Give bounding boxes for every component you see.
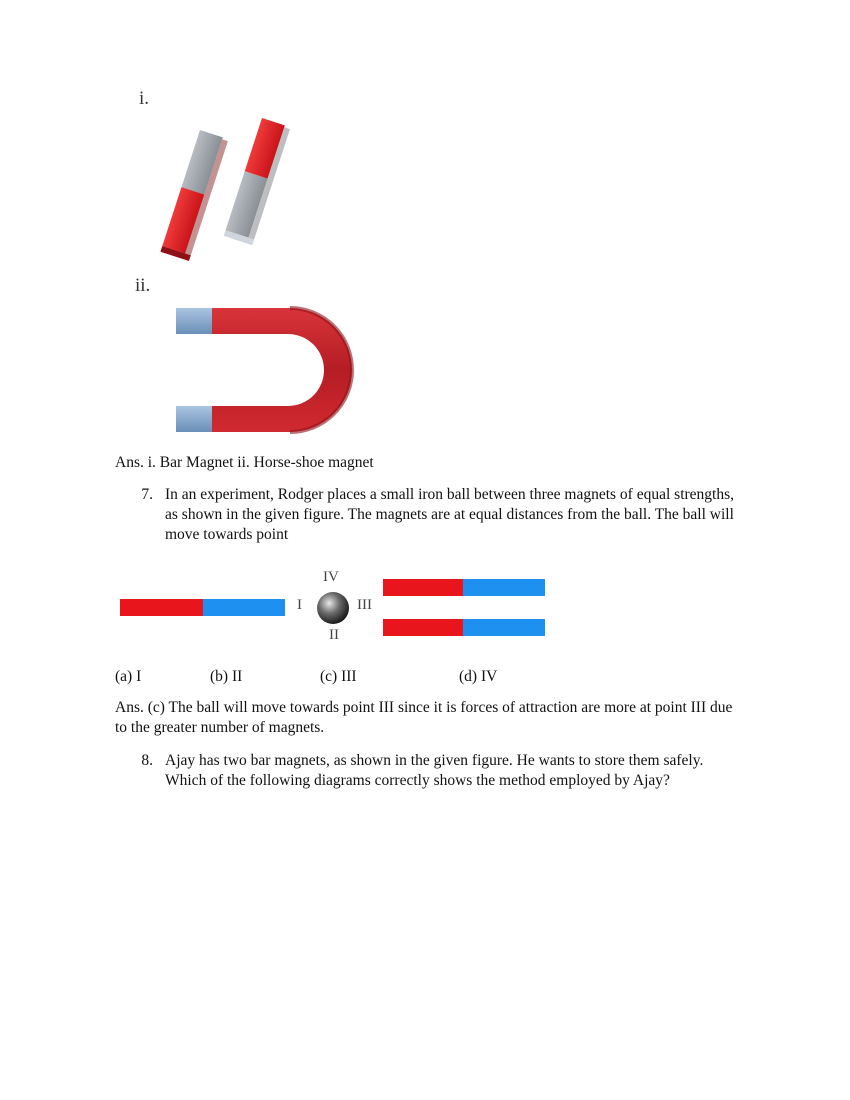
horseshoe-magnet-figure: [170, 300, 370, 440]
right-top-magnet-blue-pole: [463, 579, 545, 596]
magnets-ball-figure: [115, 563, 555, 648]
right-bottom-magnet-blue-pole: [463, 619, 545, 636]
horseshoe-tip-top: [176, 308, 212, 334]
point-label-ii: II: [329, 627, 339, 643]
left-magnet-red-pole: [120, 599, 203, 616]
figure-label-ii: ii.: [135, 275, 151, 296]
point-label-iv: IV: [323, 569, 339, 585]
iron-ball: [316, 591, 350, 625]
option-b: (b) II: [210, 668, 243, 685]
bar-magnet-left: [160, 130, 228, 261]
question-7-number: 7.: [141, 486, 153, 503]
question-8-number: 8.: [141, 752, 153, 769]
horseshoe-tip-bottom: [176, 406, 212, 432]
point-label-iii: III: [357, 597, 372, 613]
horseshoe-body: [210, 308, 352, 432]
bar-magnets-figure: [150, 112, 310, 262]
point-label-i: I: [297, 597, 302, 613]
question-7-text: In an experiment, Rodger places a small iron ball between three magnets of equal strengths, as shown in the given figure. The magnets are at equal distances from the ball. The ball will move towards point: [165, 486, 735, 543]
bar-magnet-right: [224, 118, 291, 245]
right-top-magnet-red-pole: [383, 579, 463, 596]
option-d: (d) IV: [459, 668, 498, 685]
right-bottom-magnet-red-pole: [383, 619, 463, 636]
option-c: (c) III: [320, 668, 357, 685]
answer-7: Ans. (c) The ball will move towards point III since it is forces of attraction are more at point III due to the greater number of magnets.: [115, 699, 733, 736]
left-magnet-blue-pole: [203, 599, 285, 616]
question-8-text: Ajay has two bar magnets, as shown in the given figure. He wants to store them safely. Which of the following diagrams correctly shows the method employed by Ajay?: [165, 752, 704, 789]
figure-label-i: i.: [139, 88, 150, 109]
option-a: (a) I: [115, 668, 142, 685]
answer-6: Ans. i. Bar Magnet ii. Horse-shoe magnet: [115, 454, 374, 471]
